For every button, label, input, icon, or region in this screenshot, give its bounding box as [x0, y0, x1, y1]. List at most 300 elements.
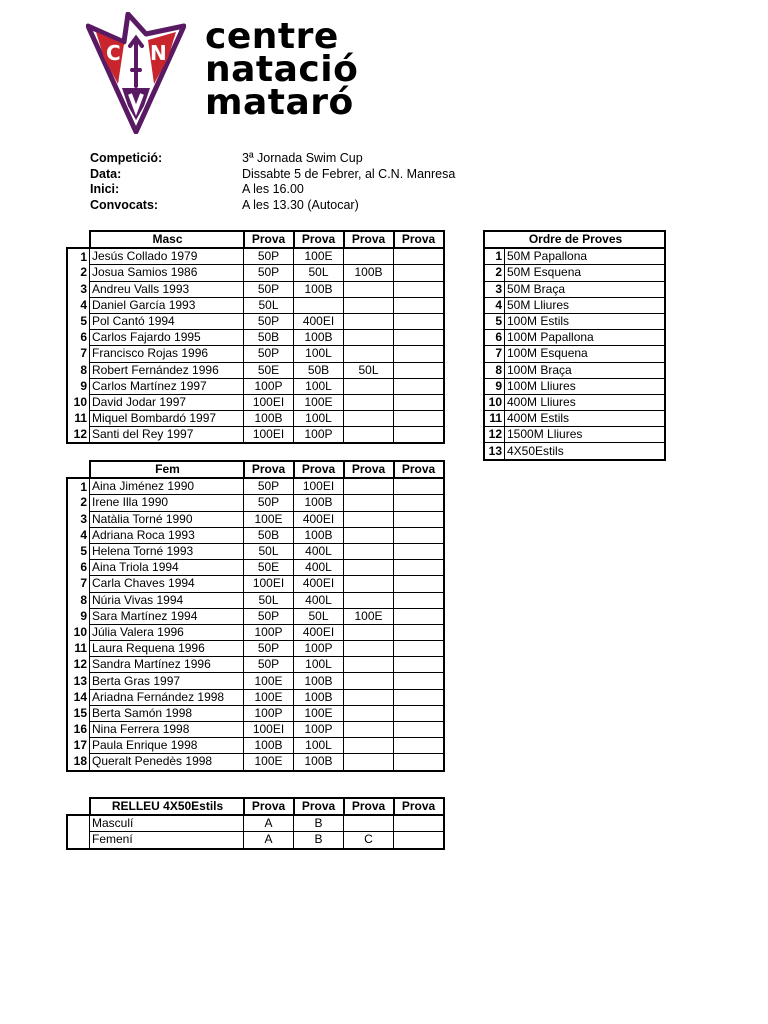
event-cell: 50L [244, 297, 294, 313]
masc-header-prova: Prova [294, 231, 344, 248]
event-order-number: 10 [484, 394, 505, 410]
event-cell: 100E [244, 689, 294, 705]
event-cell: 50P [244, 641, 294, 657]
swimmer-name: Pol Cantó 1994 [90, 313, 244, 329]
row-number: 5 [80, 314, 87, 329]
event-cell: 100B [294, 689, 344, 705]
table-row [67, 673, 444, 689]
swimmer-name: Nina Ferrera 1998 [90, 722, 244, 738]
table-row [67, 624, 444, 640]
event-cell [394, 248, 444, 265]
swimmer-name: Paula Enrique 1998 [90, 738, 244, 754]
event-cell [344, 281, 394, 297]
masc-header-prova: Prova [244, 231, 294, 248]
swimmer-name: Natàlia Torné 1990 [90, 511, 244, 527]
event-cell: 100B [294, 495, 344, 511]
masc-header-prova: Prova [344, 231, 394, 248]
row-number: 6 [80, 330, 87, 345]
row-number: 18 [73, 754, 87, 769]
event-order-number: 3 [484, 281, 505, 297]
row-number: 11 [74, 641, 87, 656]
event-cell: 50L [244, 592, 294, 608]
row-number: 9 [80, 608, 87, 623]
masc-header-prova: Prova [394, 231, 444, 248]
event-order-row [484, 248, 665, 265]
table-row [67, 689, 444, 705]
row-number: 14 [73, 689, 87, 704]
relleu-header-prova: Prova [344, 798, 394, 815]
event-cell [394, 815, 444, 832]
event-cell [344, 543, 394, 559]
row-number: 1 [80, 479, 87, 494]
swimmer-name: Queralt Penedès 1998 [90, 754, 244, 771]
swimmer-name: Francisco Rojas 1996 [90, 346, 244, 362]
masc-header-name: Masc [90, 231, 244, 248]
event-order-name: 50M Braça [505, 281, 666, 297]
table-row [67, 495, 444, 511]
table-row [67, 815, 444, 832]
event-cell: 100B [294, 330, 344, 346]
row-number: 3 [80, 281, 87, 296]
table-row [67, 511, 444, 527]
event-cell: 100E [244, 754, 294, 771]
table-row [67, 832, 444, 849]
row-number: 8 [80, 362, 87, 377]
row-number: 9 [80, 378, 87, 393]
event-order-number: 1 [484, 248, 505, 265]
row-number: 7 [80, 576, 87, 591]
table-row [67, 705, 444, 721]
event-order-row [484, 330, 665, 346]
event-cell [344, 673, 394, 689]
event-cell: 50B [244, 527, 294, 543]
event-cell: 100EI [244, 427, 294, 444]
event-cell: 50P [244, 608, 294, 624]
event-order-number: 2 [484, 265, 505, 281]
event-cell: 100E [294, 394, 344, 410]
row-number: 2 [80, 495, 87, 510]
row-number: 12 [73, 427, 87, 442]
event-cell [394, 265, 444, 281]
event-cell: 100E [244, 673, 294, 689]
event-cell: 100EI [244, 722, 294, 738]
event-cell [394, 705, 444, 721]
table-row [67, 722, 444, 738]
event-cell [344, 689, 394, 705]
table-row [67, 281, 444, 297]
row-number: 1 [80, 249, 87, 264]
table-row [67, 657, 444, 673]
event-order-row [484, 281, 665, 297]
event-order-number: 4 [484, 297, 505, 313]
table-row [67, 427, 444, 444]
swimmer-name: Daniel García 1993 [90, 297, 244, 313]
event-cell: 100P [294, 427, 344, 444]
swimmer-name: Helena Torné 1993 [90, 543, 244, 559]
event-order-header-row [484, 231, 665, 248]
event-cell: 100EI [244, 576, 294, 592]
event-cell [344, 592, 394, 608]
event-cell: 100EI [244, 394, 294, 410]
event-order-row [484, 313, 665, 329]
event-cell [394, 495, 444, 511]
swimmer-name: Adriana Roca 1993 [90, 527, 244, 543]
row-number: 13 [73, 673, 87, 688]
fem-header-name: Fem [90, 461, 244, 478]
table-row [67, 297, 444, 313]
event-cell [394, 511, 444, 527]
event-cell [394, 722, 444, 738]
meeting-label: Convocats: [90, 198, 159, 212]
event-cell: 100B [294, 673, 344, 689]
event-cell: 100B [294, 754, 344, 771]
event-cell [394, 657, 444, 673]
event-cell: 100B [344, 265, 394, 281]
row-number: 8 [80, 592, 87, 607]
start-value: A les 16.00 [242, 182, 304, 196]
event-cell: A [244, 815, 294, 832]
table-row [67, 265, 444, 281]
swimmer-name: Laura Requena 1996 [90, 641, 244, 657]
table-row [67, 330, 444, 346]
event-cell [344, 330, 394, 346]
event-order-name: 100M Estils [505, 313, 666, 329]
event-cell [344, 624, 394, 640]
swimmer-name: Irene Illa 1990 [90, 495, 244, 511]
fem-header-prova: Prova [244, 461, 294, 478]
relleu-header-row [67, 798, 444, 815]
event-cell: 50P [244, 495, 294, 511]
meeting-value: A les 13.30 (Autocar) [242, 198, 359, 212]
relleu-header-prova: Prova [244, 798, 294, 815]
event-cell [394, 362, 444, 378]
swimmer-name: Femení [90, 832, 244, 849]
relleu-header-prova: Prova [294, 798, 344, 815]
event-cell [394, 754, 444, 771]
event-order-row [484, 378, 665, 394]
event-order-name: 100M Papallona [505, 330, 666, 346]
event-cell [394, 673, 444, 689]
event-cell [344, 346, 394, 362]
event-cell [394, 641, 444, 657]
row-number [67, 815, 90, 832]
event-cell: 100B [244, 738, 294, 754]
table-row [67, 576, 444, 592]
event-order-header: Ordre de Proves [484, 231, 665, 248]
event-order-number: 13 [484, 443, 505, 460]
table-row [67, 394, 444, 410]
swimmer-name: Núria Vivas 1994 [90, 592, 244, 608]
event-cell: 100B [294, 527, 344, 543]
event-cell [394, 738, 444, 754]
table-row [67, 738, 444, 754]
event-cell: 100P [244, 624, 294, 640]
row-number: 4 [80, 527, 87, 542]
event-cell: 100P [294, 722, 344, 738]
swimmer-name: David Jodar 1997 [90, 394, 244, 410]
table-row [67, 608, 444, 624]
event-order-row [484, 362, 665, 378]
event-cell: 50E [244, 560, 294, 576]
swimmer-name: Jesús Collado 1979 [90, 248, 244, 265]
club-name-line-2: natació [205, 49, 359, 90]
logo-letter-c: C [106, 41, 121, 65]
event-cell [344, 722, 394, 738]
swimmer-name: Ariadna Fernández 1998 [90, 689, 244, 705]
event-cell: 100L [294, 657, 344, 673]
event-cell [394, 346, 444, 362]
event-cell [344, 248, 394, 265]
event-cell [344, 478, 394, 495]
table-row [67, 346, 444, 362]
event-order-name: 100M Esquena [505, 346, 666, 362]
event-cell [394, 560, 444, 576]
event-cell [394, 832, 444, 849]
club-name-line-1: centre [205, 16, 339, 57]
event-cell [344, 411, 394, 427]
club-name-line-3: mataró [205, 82, 354, 123]
swimmer-name: Masculí [90, 815, 244, 832]
table-row [67, 641, 444, 657]
event-cell: 50B [294, 362, 344, 378]
swimmer-name: Robert Fernández 1996 [90, 362, 244, 378]
event-cell [344, 576, 394, 592]
row-number: 15 [73, 705, 87, 720]
swimmer-name: Aina Jiménez 1990 [90, 478, 244, 495]
event-cell: A [244, 832, 294, 849]
swimmer-name: Andreu Valls 1993 [90, 281, 244, 297]
event-order-number: 7 [484, 346, 505, 362]
swimmer-name: Miquel Bombardó 1997 [90, 411, 244, 427]
event-cell: 400L [294, 543, 344, 559]
relleu-table [66, 797, 445, 850]
event-cell [344, 394, 394, 410]
event-cell [394, 689, 444, 705]
row-number: 10 [73, 624, 87, 639]
event-cell [344, 427, 394, 444]
event-order-table [483, 230, 666, 461]
event-cell [344, 641, 394, 657]
masc-header-row [67, 231, 444, 248]
event-cell [344, 495, 394, 511]
row-number: 6 [80, 560, 87, 575]
event-order-row [484, 411, 665, 427]
event-cell [394, 411, 444, 427]
event-cell: 50E [244, 362, 294, 378]
event-cell [344, 378, 394, 394]
swimmer-name: Carlos Fajardo 1995 [90, 330, 244, 346]
club-logo [86, 12, 186, 134]
event-cell: 400EI [294, 624, 344, 640]
row-number: 10 [73, 394, 87, 409]
event-cell: 100P [294, 641, 344, 657]
event-cell: B [294, 815, 344, 832]
event-cell: B [294, 832, 344, 849]
table-row [67, 543, 444, 559]
event-order-number: 8 [484, 362, 505, 378]
logo-letter-n: N [150, 41, 167, 65]
event-order-name: 4X50Estils [505, 443, 666, 460]
fem-table [66, 460, 445, 772]
table-row [67, 478, 444, 495]
event-cell: 50P [244, 478, 294, 495]
event-order-row [484, 443, 665, 460]
event-cell: 100L [294, 411, 344, 427]
row-number: 4 [80, 297, 87, 312]
swimmer-name: Carla Chaves 1994 [90, 576, 244, 592]
row-number [67, 832, 90, 849]
event-cell [394, 608, 444, 624]
table-row [67, 378, 444, 394]
fem-header-prova: Prova [344, 461, 394, 478]
event-cell: 100P [244, 705, 294, 721]
swimmer-name: Sara Martínez 1994 [90, 608, 244, 624]
event-cell [394, 281, 444, 297]
event-cell [344, 313, 394, 329]
event-order-number: 12 [484, 427, 505, 443]
event-cell: 100E [344, 608, 394, 624]
row-number: 3 [80, 511, 87, 526]
swimmer-name: Josua Samios 1986 [90, 265, 244, 281]
event-order-name: 400M Estils [505, 411, 666, 427]
competition-value: 3ª Jornada Swim Cup [242, 151, 363, 165]
event-cell: 100P [244, 378, 294, 394]
event-cell: 50P [244, 248, 294, 265]
event-cell: 100L [294, 378, 344, 394]
event-cell: 400L [294, 592, 344, 608]
swimmer-name: Carlos Martínez 1997 [90, 378, 244, 394]
event-cell [394, 297, 444, 313]
event-cell: C [344, 832, 394, 849]
event-cell: 100E [294, 248, 344, 265]
event-cell: 50P [244, 346, 294, 362]
event-cell: 50L [294, 265, 344, 281]
event-cell: 100B [244, 411, 294, 427]
event-cell [394, 394, 444, 410]
table-row [67, 248, 444, 265]
event-cell: 50P [244, 265, 294, 281]
event-order-name: 1500M Lliures [505, 427, 666, 443]
fem-header-prova: Prova [294, 461, 344, 478]
event-cell [344, 754, 394, 771]
event-cell [394, 330, 444, 346]
event-order-number: 5 [484, 313, 505, 329]
swimmer-name: Aina Triola 1994 [90, 560, 244, 576]
masc-table [66, 230, 445, 444]
table-row [67, 527, 444, 543]
event-cell [344, 657, 394, 673]
event-order-name: 50M Esquena [505, 265, 666, 281]
event-order-name: 400M Lliures [505, 394, 666, 410]
event-cell: 400EI [294, 576, 344, 592]
row-number: 7 [80, 346, 87, 361]
event-order-name: 100M Lliures [505, 378, 666, 394]
fem-header-row [67, 461, 444, 478]
swimmer-name: Santi del Rey 1997 [90, 427, 244, 444]
event-cell: 100EI [294, 478, 344, 495]
event-cell: 400L [294, 560, 344, 576]
event-cell [394, 478, 444, 495]
table-row [67, 362, 444, 378]
event-cell [344, 738, 394, 754]
swimmer-name: Berta Gras 1997 [90, 673, 244, 689]
event-order-name: 100M Braça [505, 362, 666, 378]
event-cell: 100B [294, 281, 344, 297]
competition-label: Competició: [90, 151, 163, 165]
event-cell: 50P [244, 281, 294, 297]
event-order-row [484, 394, 665, 410]
event-cell: 50L [294, 608, 344, 624]
event-cell [344, 815, 394, 832]
row-number: 16 [73, 722, 87, 737]
swimmer-name: Sandra Martínez 1996 [90, 657, 244, 673]
event-order-number: 6 [484, 330, 505, 346]
start-label: Inici: [90, 182, 120, 196]
date-label: Data: [90, 167, 122, 181]
event-cell: 100L [294, 346, 344, 362]
event-order-row [484, 346, 665, 362]
row-number: 11 [74, 411, 87, 426]
row-number: 5 [80, 544, 87, 559]
event-order-name: 50M Lliures [505, 297, 666, 313]
event-order-row [484, 297, 665, 313]
table-row [67, 754, 444, 771]
club-name [205, 16, 359, 123]
event-cell: 400EI [294, 511, 344, 527]
event-cell: 100E [294, 705, 344, 721]
event-cell: 50L [244, 543, 294, 559]
event-cell [394, 592, 444, 608]
event-cell [344, 297, 394, 313]
event-order-name: 50M Papallona [505, 248, 666, 265]
table-row [67, 411, 444, 427]
row-number: 2 [80, 265, 87, 280]
event-cell: 50P [244, 657, 294, 673]
event-order-number: 9 [484, 378, 505, 394]
event-cell [394, 624, 444, 640]
event-cell: 400EI [294, 313, 344, 329]
event-cell [394, 576, 444, 592]
event-cell [344, 560, 394, 576]
event-cell: 100L [294, 738, 344, 754]
event-order-number: 11 [484, 411, 505, 427]
date-value: Dissabte 5 de Febrer, al C.N. Manresa [242, 167, 456, 181]
event-cell [344, 705, 394, 721]
fem-header-prova: Prova [394, 461, 444, 478]
event-cell: 50B [244, 330, 294, 346]
event-cell [394, 378, 444, 394]
event-cell [394, 527, 444, 543]
event-cell [344, 511, 394, 527]
event-cell: 100E [244, 511, 294, 527]
table-row [67, 592, 444, 608]
relleu-header-prova: Prova [394, 798, 444, 815]
event-cell [344, 527, 394, 543]
event-order-row [484, 427, 665, 443]
event-cell [394, 313, 444, 329]
table-row [67, 560, 444, 576]
event-cell [294, 297, 344, 313]
swimmer-name: Júlia Valera 1996 [90, 624, 244, 640]
row-number: 12 [73, 657, 87, 672]
relleu-header-name: RELLEU 4X50Estils [90, 798, 244, 815]
row-number: 17 [73, 738, 87, 753]
event-order-row [484, 265, 665, 281]
swimmer-name: Berta Samón 1998 [90, 705, 244, 721]
table-row [67, 313, 444, 329]
event-cell [394, 543, 444, 559]
event-cell: 50L [344, 362, 394, 378]
